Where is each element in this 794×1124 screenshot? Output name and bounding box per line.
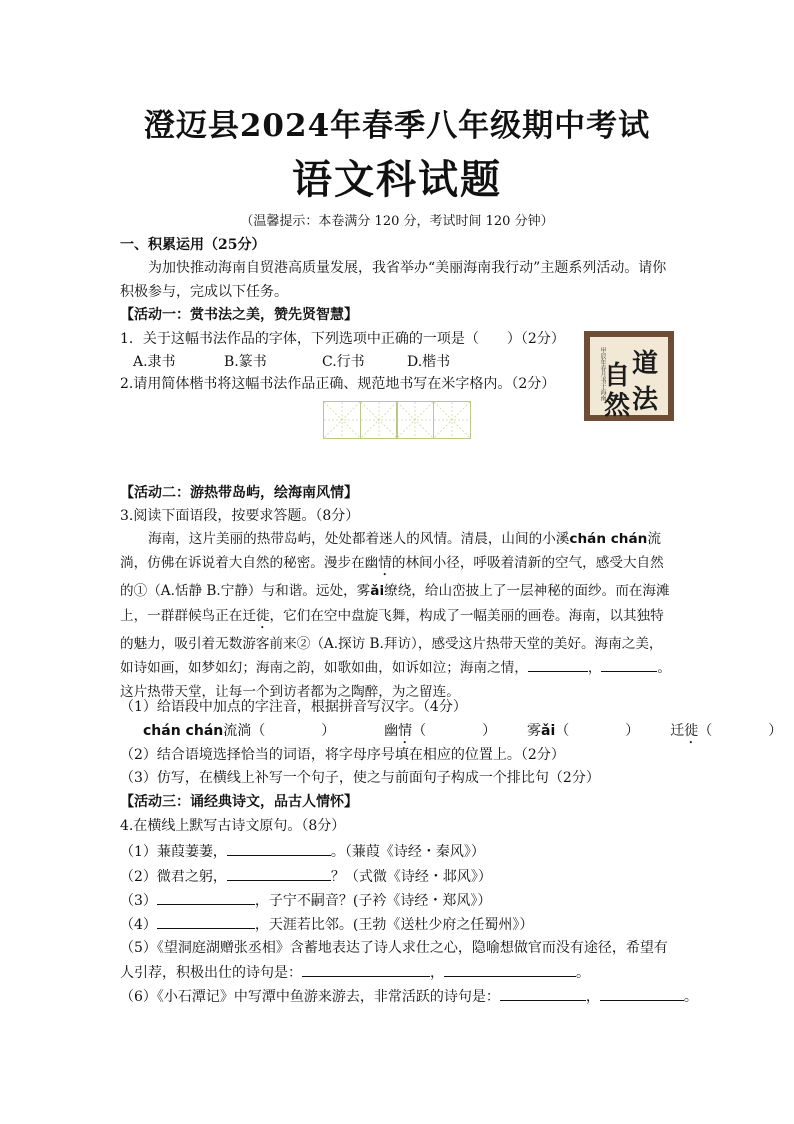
poem-line-2: （2）微君之躬， ？（式微《诗经・邶风》）	[120, 866, 492, 887]
answer-blank[interactable]	[227, 841, 331, 856]
writing-grid[interactable]	[323, 401, 469, 439]
activity3-title: 【活动三：诵经典诗文，品古人情怀】	[120, 794, 358, 810]
blank-marker-1: ①	[133, 583, 148, 600]
option-c: C.行书	[322, 354, 365, 370]
sub-question-3: （3）仿写，在横线上补写一个句子，使之与前面句子构成一个排比句（2分）	[120, 770, 600, 786]
answer-blank[interactable]	[600, 986, 684, 1001]
section-heading: 一、积累运用（25分）	[120, 237, 266, 253]
question-3: 3.阅读下面语段，按要求答题。（8分）	[120, 508, 360, 524]
calligraphy-char: 然	[604, 391, 631, 421]
calligraphy-char: 道	[632, 349, 659, 379]
grid-cell[interactable]	[323, 401, 361, 439]
sub-question-2: （2）结合语境选择恰当的词语，将字母序号填在相应的位置上。（2分）	[120, 747, 565, 763]
poem-line-3: （3） ，子宁不嗣音？(子衿《诗经・郑风》）	[120, 890, 491, 911]
answer-blank[interactable]	[601, 657, 657, 672]
reading-passage: 海南，这片美丽的热带岛屿，处处都着迷人的风情。清晨，山间的小溪chán chán流淌，仿佛在诉说着大自然的秘密。漫步在幽情的林间小径，呼吸着清新的空气，感受大自然的①（A.恬静 B.宁静）与和谐。远处，雾ǎi缭绕，给山峦披上了一层神秘的面纱。而在海滩上，一群群候鸟正在迁徙，它们在空中盘旋飞舞，构成了一幅美丽的画卷。海南，以其独特的魅力，吸引着无数游客前来②（A.探访 B.拜访），感受这片热带天堂的美好。海南之美，如诗如画，如梦如幻；海南之韵，如歌如曲，如诉如泣；海南之情， ， 。这片热带天堂，让每一个到访者都为之陶醉，为之留连。	[120, 531, 671, 701]
answer-blank[interactable]	[157, 914, 255, 929]
answer-blank[interactable]	[500, 986, 586, 1001]
option-d: D.楷书	[407, 354, 451, 370]
calligraphy-image	[584, 331, 674, 421]
answer-blank[interactable]	[227, 866, 331, 881]
dotted-char: 徙	[255, 607, 270, 624]
answer-blank[interactable]	[444, 962, 576, 977]
exam-subtitle: 语文科试题	[292, 156, 502, 203]
poem-line-5b: 人引荐，积极出仕的诗句是： ， 。	[120, 962, 590, 983]
grid-cell[interactable]	[433, 401, 471, 439]
answer-blank[interactable]	[528, 657, 588, 672]
option-b: B.篆书	[224, 354, 267, 370]
pinyin-chanchan: chán chán	[569, 531, 648, 547]
calligraphy-char: 自	[604, 361, 631, 391]
calligraphy-inscription: 甲辰年春月书于海南	[599, 347, 606, 401]
activity1-title: 【活动一：赏书法之美，赞先贤智慧】	[120, 307, 358, 323]
activity2-title: 【活动二：游热带岛屿，绘海南风情】	[120, 485, 358, 501]
section-intro: 为加快推动海南自贸港高质量发展，我省举办“美丽海南我行动”主题系列活动。请你积极参与，完成以下任务。	[120, 260, 667, 300]
sub1-answer-row: chán chán流淌（ ） 幽情（ ） 雾ǎi（ ） 迁徙（ ）	[143, 723, 783, 739]
poem-line-4: （4） ，天涯若比邻。(王勃《送杜少府之任蜀州》）	[120, 914, 533, 935]
poem-line-5a: （5）《望洞庭湖赠张丞相》含蓄地表达了诗人求仕之心，隐喻想做官而没有途径，希望有	[120, 940, 668, 956]
dotted-char: 情	[378, 555, 392, 572]
blank-marker-2: ②	[296, 635, 311, 652]
exam-title: 澄迈县2024年春季八年级期中考试	[143, 108, 651, 144]
sub-question-1: （1）给语段中加点的字注音，根据拼音写汉字。（4分）	[120, 699, 467, 715]
answer-blank[interactable]	[157, 890, 255, 905]
pinyin-ai: ǎi	[370, 583, 385, 600]
poem-line-6: （6）《小石潭记》中写潭中鱼游来游去，非常活跃的诗句是： ， 。	[120, 986, 698, 1007]
grid-cell[interactable]	[396, 401, 434, 439]
question-1: 1．关于这幅书法作品的字体，下列选项中正确的一项是（ ）（2分）	[120, 331, 565, 347]
poem-line-1: （1）蒹葭萋萋， 。（蒹葭《诗经・秦风》）	[120, 841, 485, 862]
answer-blank[interactable]	[302, 962, 430, 977]
exam-tip: （温馨提示：本卷满分 120 分，考试时间 120 分钟）	[240, 214, 554, 229]
question-4: 4.在横线上默写古诗文原句。（8分）	[120, 818, 346, 834]
calligraphy-char: 法	[632, 385, 659, 415]
question-2: 2.请用简体楷书将这幅书法作品正确、规范地书写在米字格内。（2分）	[120, 376, 556, 392]
grid-cell[interactable]	[360, 401, 398, 439]
option-a: A.隶书	[133, 354, 176, 370]
